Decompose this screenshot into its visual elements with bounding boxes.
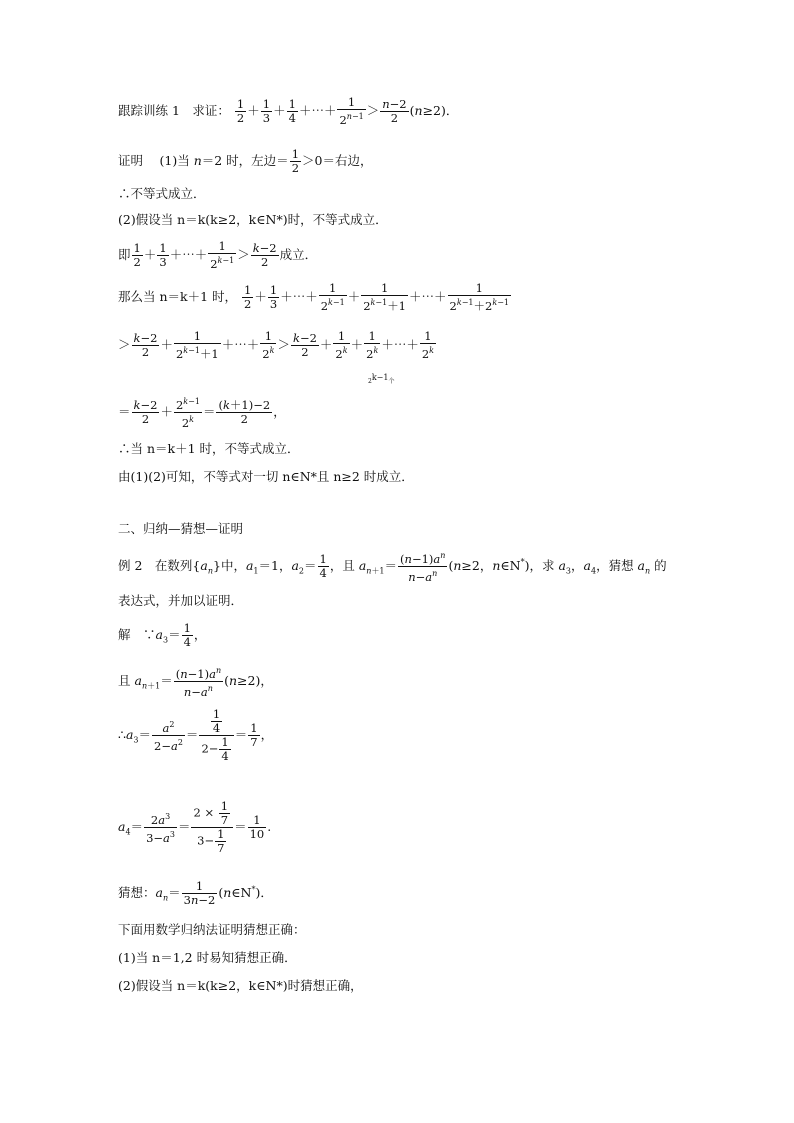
track-prefix: 跟踪训练 1 求证： <box>118 102 230 118</box>
track-sum-expression: $\frac{1}{2}$ ＋ $\frac{1}{3}$ ＋ $\frac{1}{4}$ ＋⋯＋ $\frac{1}{2^{n-1}}$ ＞ $\frac{n-2}{2}$ (n≥2)． <box>236 95 459 127</box>
step2-conclusion: ∴当 n＝k＋1 时，不等式成立． <box>118 441 300 456</box>
a3-calculation: $\therefore a_3=$ $\frac{a^2}{2-a^2}$ ＝ $\frac{1}{4}$ 2− $\frac{1}{4}$ ＝ $\frac{1}{7}$ ， <box>118 707 274 763</box>
proof-intro: 下面用数学归纳法证明猜想正确： <box>118 922 306 937</box>
step2-then-expr: $\frac{1}{2}$ ＋ $\frac{1}{3}$ ＋⋯＋ $\frac{1}{2^{k-1}}$ ＋ $\frac{1}{2^{k-1}+1}$ ＋⋯＋ $\frac{1}{2^{k-1}+2^{k-1}}$ <box>244 281 509 313</box>
step2-then-line <box>118 282 512 313</box>
step1-conclusion: ∴不等式成立． <box>118 186 206 201</box>
step2-assume-expr: 即 $\frac{1}{2}$ ＋ $\frac{1}{3}$ ＋⋯＋ $\frac{1}{2^{k-1}}$ ＞ $\frac{k-2}{2}$ 成立． <box>118 239 318 271</box>
final-conclusion: 由(1)(2)可知，不等式对一切 n∈N*且 n≥2 时成立． <box>118 469 414 484</box>
track-problem-statement <box>118 96 458 127</box>
step2-assumption: (2)假设当 n＝k(k≥2，k∈N*)时，不等式成立． <box>118 212 388 227</box>
example2-line2: 表达式，并加以证明． <box>118 593 244 608</box>
term-count-note: $2^{k-1}$个 <box>368 373 395 385</box>
step2-inequality: ＞ $\frac{k-2}{2}$ ＋ $\frac{1}{2^{k-1}+1}$ ＋⋯＋ $\frac{1}{2^k}$ ＞ $\frac{k-2}{2}$ ＋ $\frac{1}{2^k}$ ＋ $\frac{1}{2^k}$ ＋⋯＋ $\frac{1}{2^k}$ <box>118 329 435 361</box>
proof-step1-line <box>118 148 372 175</box>
step2-then-label: 那么当 n＝k＋1 时， <box>118 288 238 304</box>
recurrence: 且 $a_{n+1}=$ $\frac{(n-1)a^n}{n-a^n}$ (n≥2)， <box>118 666 273 699</box>
section-heading: 二、归纳—猜想—证明 <box>118 521 244 536</box>
proof-label: 证明 <box>118 153 144 168</box>
step2-equality: ＝ $\frac{k-2}{2}$ ＋ $\frac{2^{k-1}}{2^k}$ ＝ $\frac{(k+1)-2}{2}$ ， <box>118 397 286 430</box>
a4-calculation: $a_4=$ $\frac{2a^3}{3-a^3}$ ＝ 2 × $\frac{1}{7}$ 3− $\frac{1}{7}$ ＝ $\frac{1}{10}$ . <box>118 799 272 855</box>
proof-step1: (1)当 n＝1,2 时易知猜想正确． <box>118 950 297 965</box>
solution-intro: 解 $\because a_3=$ $\frac{1}{4}$ ， <box>118 621 207 649</box>
proof-step2: (2)假设当 n＝k(k≥2，k∈N*)时猜想正确， <box>118 978 363 993</box>
conjecture: 猜想：$a_n=$ $\frac{1}{3n-2}$ (n∈N*)． <box>118 879 273 907</box>
proof-step1-expr: (1)当 n＝2 时，左边＝ $\frac{1}{2}$ ＞0＝右边， <box>147 147 373 175</box>
example2-line1: 例 2 在数列$\{a_n\}$中，$a_1=1$，$a_2=$ $\frac{1}{4}$ ，且 $a_{n+1}=$ $\frac{(n-1)a^n}{n-a^n}$ (n≥2，n∈N*)，求 $a_3$，$a_4$，猜想 $a_n$ 的 <box>118 551 667 584</box>
